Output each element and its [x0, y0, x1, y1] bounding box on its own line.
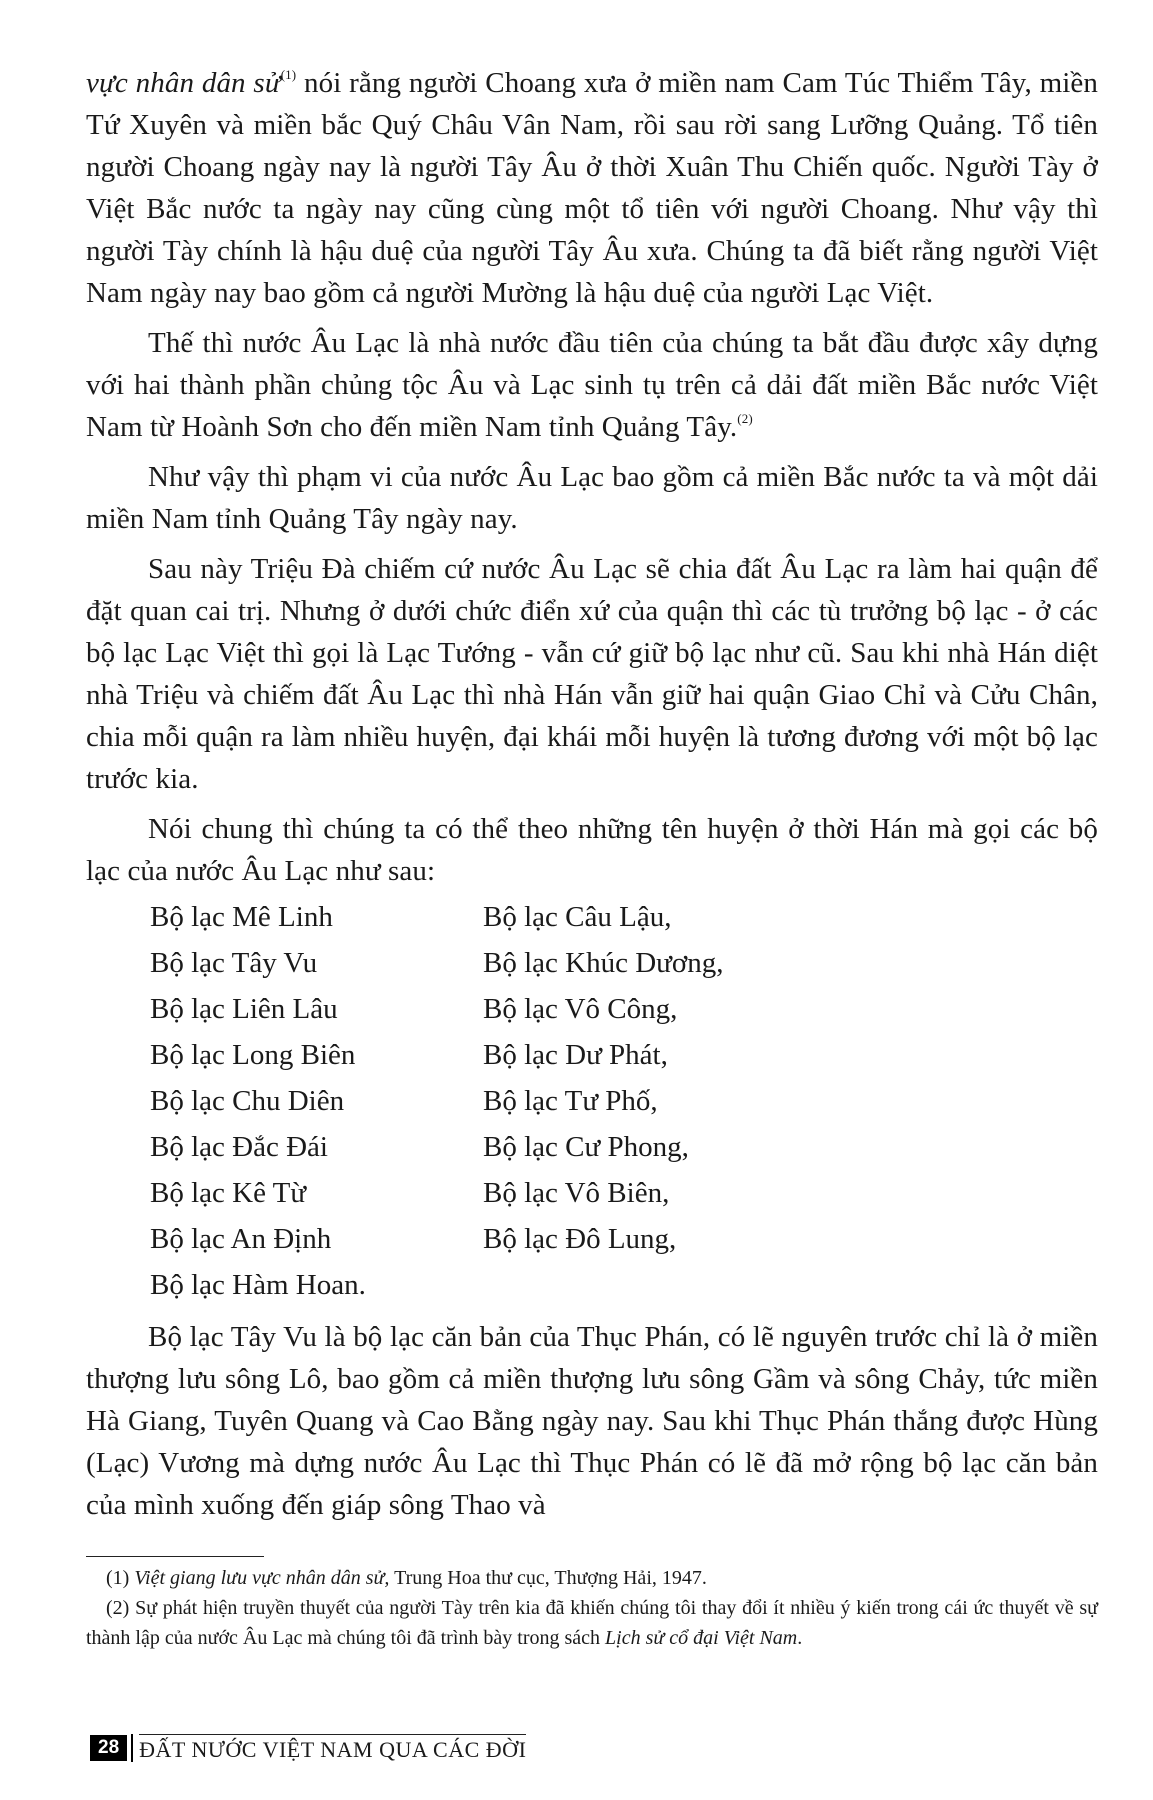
footnote-ref-2: (2) [737, 411, 753, 426]
footnote-2 [86, 1593, 1098, 1653]
paragraph-4: Sau này Triệu Đà chiếm cứ nước Âu Lạc sẽ chia đất Âu Lạc ra làm hai quận để đặt quan cai trị. Nhưng ở dưới chức điển xứ của quận thì các tù trưởng bộ lạc - ở các bộ lạc Lạc Việt thì gọi là Lạc Tướng - vẫn cứ giữ bộ lạc như cũ. Sau khi nhà Hán diệt nhà Triệu và chiếm đất Âu Lạc thì nhà Hán vẫn giữ hai quận Giao Chỉ và Cửu Chân, chia mỗi quận ra làm nhiều huyện, đại khái mỗi huyện là tương đương với một bộ lạc trước kia. [86, 553, 1098, 795]
tribe-item-left: Bộ lạc Long Biên [150, 1039, 356, 1071]
footnote-2-end: . [797, 1627, 803, 1649]
tribe-item-left: Bộ lạc Liên Lâu [150, 993, 338, 1025]
footer-separator [131, 1734, 133, 1762]
page-number: 28 [90, 1735, 127, 1761]
tribe-item-left: Bộ lạc Hàm Hoan. [150, 1269, 366, 1301]
page-body [86, 62, 1098, 1762]
tribe-item-right: Bộ lạc Câu Lậu, [483, 901, 672, 933]
tribe-list [150, 894, 1098, 1308]
tribe-item-right: Bộ lạc Dư Phát, [483, 1039, 668, 1071]
tribe-item-right: Bộ lạc Khúc Dương, [483, 947, 724, 979]
footnote-1-number: (1) [106, 1567, 135, 1589]
paragraph-1-text: nói rằng người Choang xưa ở miền nam Cam Túc Thiểm Tây, miền Tứ Xuyên và miền bắc Quý Châu Vân Nam, rồi sau rời sang Lưỡng Quảng. Tổ tiên người Choang ngày nay là người Tây Âu ở thời Xuân Thu Chiến quốc. Người Tày ở Việt Bắc nước ta ngày nay cũng cùng một tổ tiên với người Choang. Như vậy thì người Tày chính là hậu duệ của người Tây Âu xưa. Chúng ta đã biết rằng người Việt Nam ngày nay bao gồm cả người Mường là hậu duệ của người Lạc Việt. [86, 67, 1098, 309]
footnote-ref-1: (1) [280, 67, 297, 82]
running-book-title: ĐẤT NƯỚC VIỆT NAM QUA CÁC ĐỜI [139, 1734, 526, 1763]
tribe-item-right: Bộ lạc Tư Phố, [483, 1085, 658, 1117]
paragraph-3: Như vậy thì phạm vi của nước Âu Lạc bao gồm cả miền Bắc nước ta và một dải miền Nam tỉnh Quảng Tây ngày nay. [86, 461, 1098, 535]
tribe-item-right: Bộ lạc Cư Phong, [483, 1131, 689, 1163]
paragraph-2 [86, 322, 1098, 448]
tribe-item-right: Bộ lạc Vô Công, [483, 993, 678, 1025]
tribe-item-left: Bộ lạc An Định [150, 1223, 332, 1255]
paragraph-5: Nói chung thì chúng ta có thể theo những tên huyện ở thời Hán mà gọi các bộ lạc của nước Âu Lạc như sau: [86, 813, 1098, 887]
tribe-item-left: Bộ lạc Kê Từ [150, 1177, 307, 1209]
paragraph-6: Bộ lạc Tây Vu là bộ lạc căn bản của Thục Phán, có lẽ nguyên trước chỉ là ở miền thượng lưu sông Lô, bao gồm cả miền thượng lưu sông Gầm và sông Chảy, tức miền Hà Giang, Tuyên Quang và Cao Bằng ngày nay. Sau khi Thục Phán thắng được Hùng (Lạc) Vương mà dựng nước Âu Lạc thì Thục Phán có lẽ đã mở rộng bộ lạc căn bản của mình xuống đến giáp sông Thao và [86, 1321, 1098, 1521]
tribe-item-left: Bộ lạc Đắc Đái [150, 1131, 328, 1163]
tribe-item-right: Bộ lạc Đô Lung, [483, 1223, 677, 1255]
tribe-item-right [483, 1262, 783, 1308]
source-title-italic: vực nhân dân sử [86, 67, 281, 99]
tribe-item-right: Bộ lạc Vô Biên, [483, 1177, 670, 1209]
footnote-2-text: (2) Sự phát hiện truyền thuyết của người Tày trên kia đã khiến chúng tôi thay đổi ít nhiều ý kiến trong cái ức thuyết về sự thành lập của nước Âu Lạc mà chúng tôi đã trình bày trong sách [86, 1597, 1098, 1649]
paragraph-2-text: Thế thì nước Âu Lạc là nhà nước đầu tiên của chúng ta bắt đầu được xây dựng với hai thành phần chủng tộc Âu và Lạc sinh tụ trên cả dải đất miền Bắc nước Việt Nam từ Hoành Sơn cho đến miền Nam tỉnh Quảng Tây. [86, 327, 1098, 443]
tribe-item-left: Bộ lạc Tây Vu [150, 947, 318, 979]
footnote-2-book-title: Lịch sử cổ đại Việt Nam [605, 1627, 798, 1649]
footnote-1-text: Trung Hoa thư cục, Thượng Hải, 1947. [389, 1567, 707, 1589]
tribe-item-left: Bộ lạc Mê Linh [150, 901, 333, 933]
footnote-1 [86, 1563, 1098, 1593]
tribe-item-left: Bộ lạc Chu Diên [150, 1085, 345, 1117]
page-footer [90, 1734, 526, 1762]
footnote-1-title: Việt giang lưu vực nhân dân sử, [134, 1567, 390, 1589]
paragraph-1 [86, 62, 1098, 314]
footnote-divider [86, 1556, 264, 1557]
